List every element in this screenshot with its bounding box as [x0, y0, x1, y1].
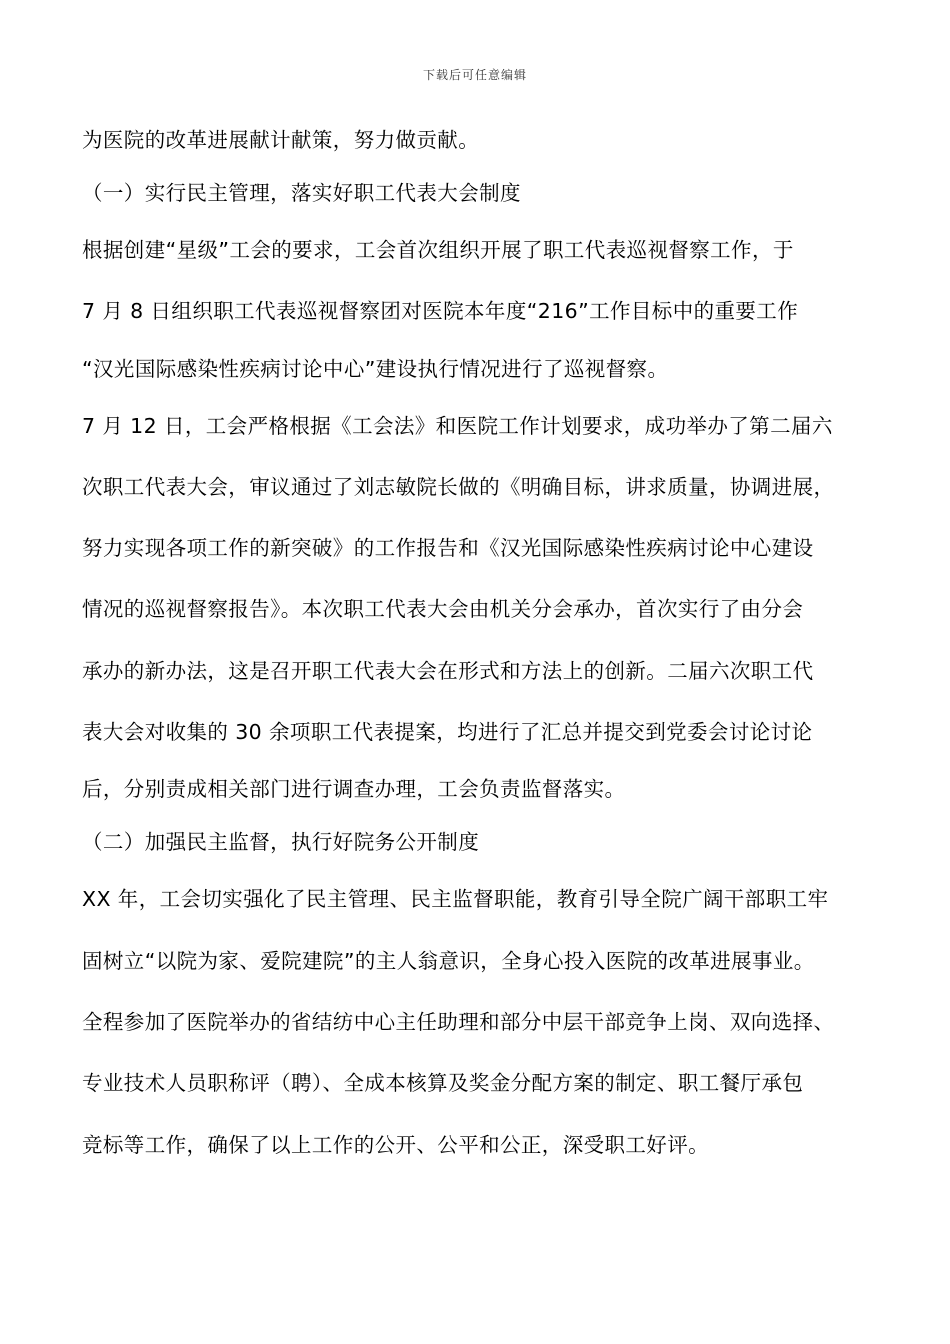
- paragraph-line: 承办的新办法，这是召开职工代表大会在形式和方法上的创新。二届六次职工代: [82, 658, 814, 683]
- paragraph-line: 为医院的改革进展献计献策，努力做贡献。: [82, 128, 480, 152]
- paragraph-line: 次职工代表大会，审议通过了刘志敏院长做的《明确目标，讲求质量，协调进展，: [82, 474, 835, 499]
- paragraph-line: XX 年，工会切实强化了民主管理、民主监督职能，教育引导全院广阔干部职工牢: [82, 887, 829, 912]
- paragraph-line: 表大会对收集的 30 余项职工代表提案，均进行了汇总并提交到党委会讨论讨论: [82, 720, 813, 745]
- paragraph-line: 根据创建“星级”工会的要求，工会首次组织开展了职工代表巡视督察工作，于: [82, 238, 794, 262]
- section-heading-1: （一）实行民主管理，落实好职工代表大会制度: [82, 181, 521, 205]
- paragraph-line: 努力实现各项工作的新突破》的工作报告和《汉光国际感染性疾病讨论中心建设: [82, 536, 814, 561]
- section-heading-2: （二）加强民主监督，执行好院务公开制度: [82, 830, 480, 855]
- paragraph-line: 后，分别责成相关部门进行调查办理，工会负责监督落实。: [82, 777, 626, 802]
- paragraph-line: 竞标等工作，确保了以上工作的公开、公平和公正，深受职工好评。: [82, 1132, 709, 1157]
- paragraph-line: 7 月 12 日，工会严格根据《工会法》和医院工作计划要求，成功举办了第二届六: [82, 413, 833, 438]
- paragraph-line: 情况的巡视督察报告》。本次职工代表大会由机关分会承办，首次实行了由分会: [82, 597, 804, 622]
- paragraph-line: 专业技术人员职称评（聘）、全成本核算及奖金分配方案的制定、职工餐厅承包: [82, 1071, 804, 1096]
- paragraph-line: 全程参加了医院举办的省结纺中心主任助理和部分中层干部竞争上岗、双向选择、: [82, 1009, 835, 1034]
- header-note: 下载后可任意编辑: [422, 68, 527, 82]
- paragraph-line: 7 月 8 日组织职工代表巡视督察团对医院本年度“216”工作目标中的重要工作: [82, 299, 799, 324]
- document-body: [82, 114, 882, 1176]
- paragraph-line: 固树立“以院为家、爱院建院”的主人翁意识，全身心投入医院的改革进展事业。: [82, 948, 815, 973]
- paragraph-line: “汉光国际感染性疾病讨论中心”建设执行情况进行了巡视督察。: [82, 356, 669, 381]
